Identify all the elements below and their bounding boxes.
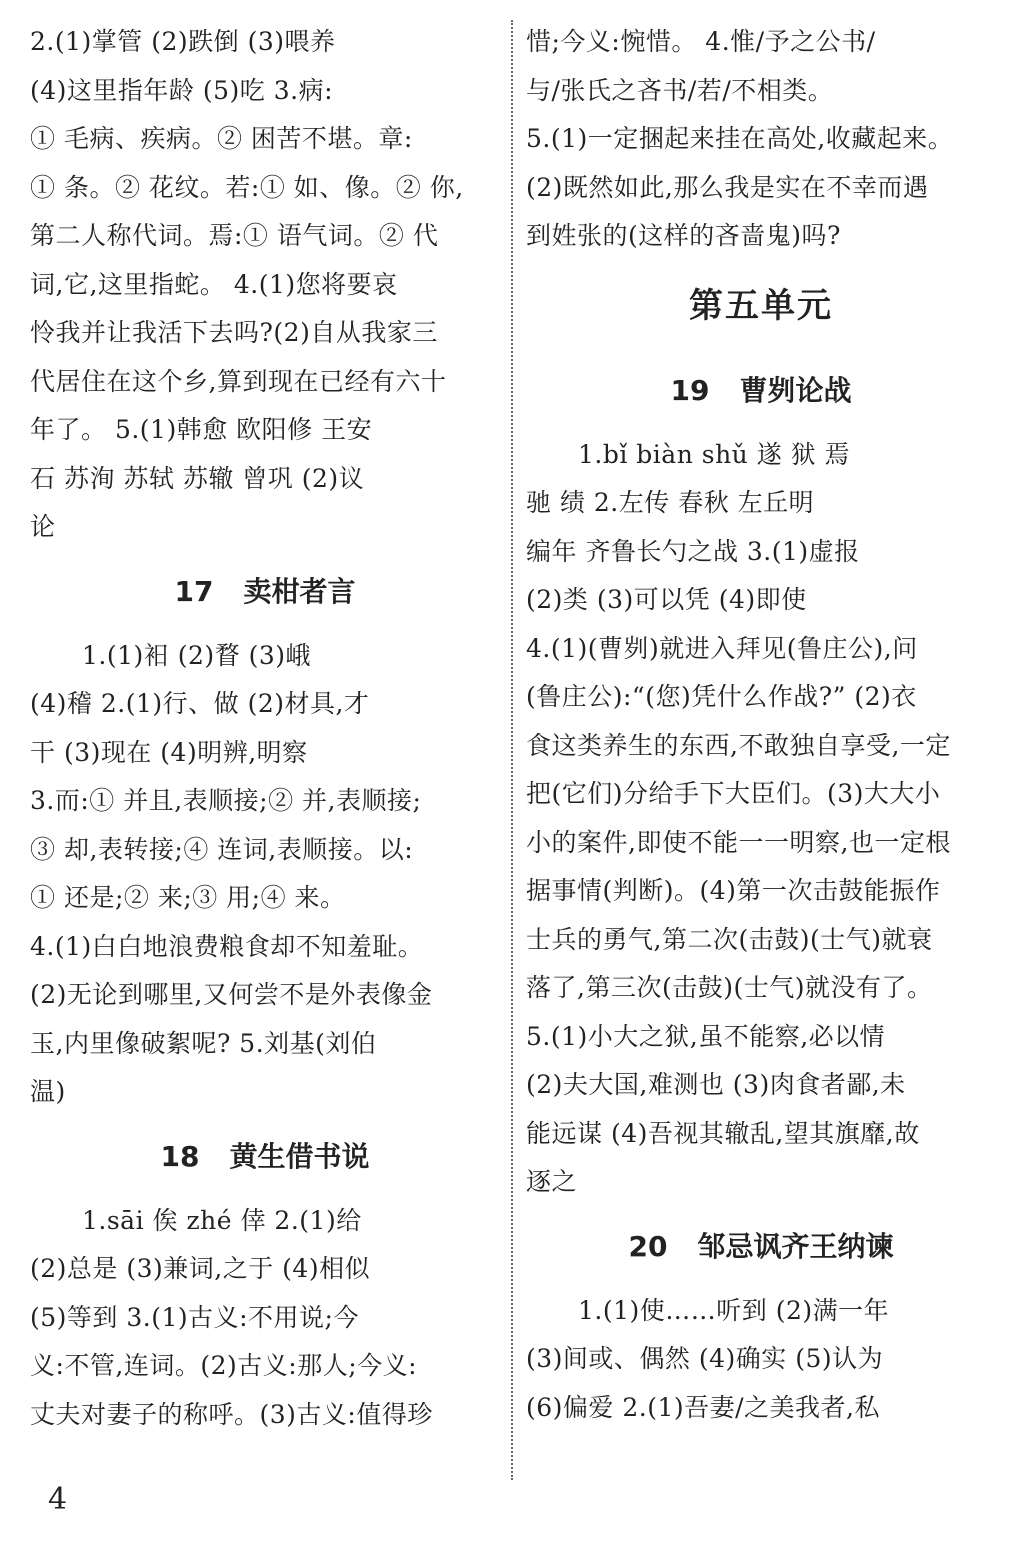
text-line: (2)总是 (3)兼词,之于 (4)相似 [30,1254,371,1283]
text-line: (2)类 (3)可以凭 (4)即使 [526,585,807,614]
text-line: 1.(1)使……听到 (2)满一年 [578,1295,890,1325]
section-title: 曹刿论战 [739,373,852,407]
section-17-body [30,632,500,1117]
text-line: 据事情(判断)。(4)第一次击鼓能振作 [526,876,941,905]
section-18-body [30,1197,500,1440]
unit-title: 第五单元 [689,285,833,326]
text-line: 驰 绩 2.左传 春秋 左丘明 [526,488,815,517]
text-line: 1.bǐ biàn shǔ 遂 狱 焉 [578,439,851,469]
text-line: 惜;今义:惋惜。 4.惟/予之公书/ [526,27,876,56]
page-number: 4 [48,1482,68,1517]
text-line: ① 毛病、疾病。② 困苦不堪。章: [30,124,413,153]
text-line: 与/张氏之吝书/若/不相类。 [526,75,834,105]
text-line: 3.而:① 并且,表顺接;② 并,表顺接; [30,786,422,815]
section-18-heading [30,1117,500,1197]
text-line: 2.(1)掌管 (2)跌倒 (3)喂养 [30,27,336,56]
text-line: (2)夫大国,难测也 (3)肉食者鄙,未 [526,1070,906,1099]
text-line: 逐之 [526,1167,578,1196]
right-column [526,18,996,1432]
text-line: ① 还是;② 来;③ 用;④ 来。 [30,883,346,912]
text-line: 年了。 5.(1)韩愈 欧阳修 王安 [30,415,373,444]
text-line: 第二人称代词。焉:① 语气词。② 代 [30,221,439,250]
section-number: 20 [628,1229,668,1263]
text-line: 编年 齐鲁长勺之战 3.(1)虚报 [526,536,860,566]
text-line: 1.sāi 俟 zhé 倖 2.(1)给 [82,1205,362,1235]
section-19-body [526,431,996,1207]
section-number: 18 [160,1139,200,1173]
column-divider [511,20,513,1480]
text-line: (5)等到 3.(1)古义:不用说;今 [30,1302,359,1332]
section-title: 邹忌讽齐王纳谏 [697,1229,894,1263]
text-line: 玉,内里像破絮呢? 5.刘基(刘伯 [30,1028,377,1058]
text-line: 食这类养生的东西,不敢独自享受,一定 [526,730,951,760]
text-line: 干 (3)现在 (4)明辨,明察 [30,737,308,767]
section-title: 卖柑者言 [243,574,356,608]
text-line: ① 条。② 花纹。若:① 如、像。② 你, [30,172,464,202]
text-line: (6)偏爱 2.(1)吾妻/之美我者,私 [526,1392,880,1422]
section-number: 19 [670,373,710,407]
text-line: 落了,第三次(击鼓)(士气)就没有了。 [526,973,933,1002]
text-line: (4)这里指年龄 (5)吃 3.病: [30,75,333,105]
text-line: 4.(1)(曹刿)就进入拜见(鲁庄公),问 [526,633,918,663]
text-line: (3)间或、偶然 (4)确实 (5)认为 [526,1344,884,1373]
text-line: (2)无论到哪里,又何尝不是外表像金 [30,980,433,1009]
left-column [30,18,500,1439]
section-title: 黄生借书说 [229,1139,370,1173]
text-line: (2)既然如此,那么我是实在不幸而遇 [526,172,929,202]
text-line: 5.(1)一定捆起来挂在高处,收藏起来。 [526,124,954,153]
text-line: (4)稽 2.(1)行、做 (2)材具,才 [30,689,370,718]
section-number: 17 [174,574,214,608]
text-line: ③ 却,表转接;④ 连词,表顺接。以: [30,834,414,864]
text-line: 温) [30,1077,66,1106]
section-19-heading [526,351,996,431]
text-line: 论 [30,512,56,541]
section-20-heading [526,1207,996,1287]
section-20-body [526,1287,996,1433]
text-line: 到姓张的(这样的吝啬鬼)吗? [526,221,841,250]
text-line: 把(它们)分给手下大臣们。(3)大大小 [526,779,941,808]
text-line: 5.(1)小大之狱,虽不能察,必以情 [526,1021,886,1051]
text-line: 1.(1)衵 (2)瞀 (3)峨 [82,640,311,670]
text-line: 代居住在这个乡,算到现在已经有六十 [30,366,447,396]
section-17-heading [30,552,500,632]
text-line: 士兵的勇气,第二次(击鼓)(士气)就衰 [526,924,933,954]
text-line: 石 苏洵 苏轼 苏辙 曾巩 (2)议 [30,463,365,493]
text-line: 义:不管,连词。(2)古义:那人;今义: [30,1351,418,1380]
text-line: 丈夫对妻子的称呼。(3)古义:值得珍 [30,1399,433,1429]
text-line: 小的案件,即使不能一一明察,也一定根 [526,827,951,857]
text-line: (鲁庄公):“(您)凭什么作战?” (2)衣 [526,682,917,711]
text-line: 怜我并让我活下去吗?(2)自从我家三 [30,318,438,347]
text-line: 词,它,这里指蛇。 4.(1)您将要哀 [30,269,398,299]
text-line: 4.(1)白白地浪费粮食却不知羞耻。 [30,931,424,961]
text-line: 能远谋 (4)吾视其辙乱,望其旗靡,故 [526,1118,920,1148]
right-block1 [526,18,996,261]
left-block1 [30,18,500,552]
